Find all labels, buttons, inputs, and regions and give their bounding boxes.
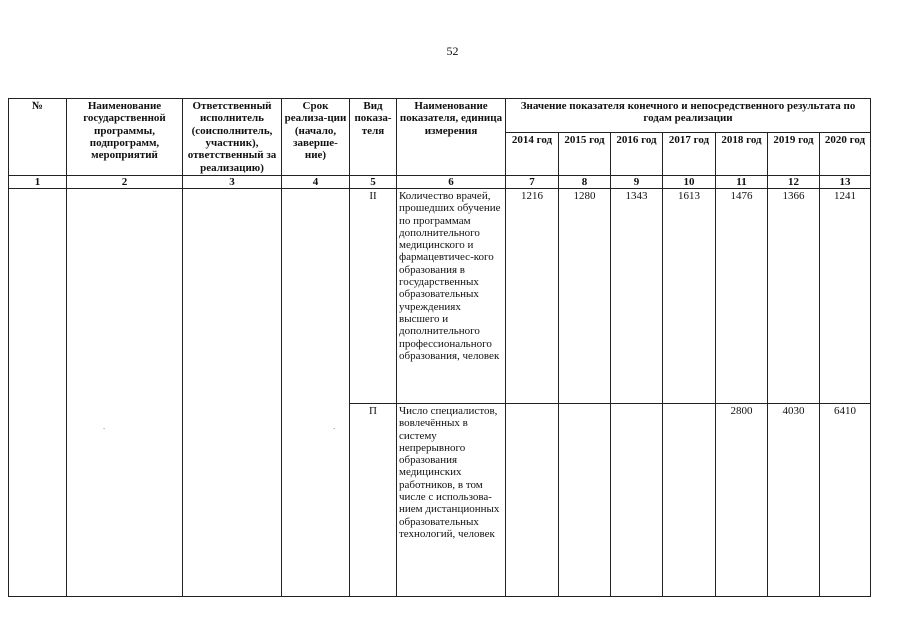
cell-indicator-kind: II bbox=[350, 188, 397, 403]
header-values: Значение показателя конечного и непосредственного результата по годам реализации bbox=[506, 99, 871, 133]
column-number: 6 bbox=[397, 175, 506, 188]
column-number: 11 bbox=[716, 175, 768, 188]
column-numbers-row bbox=[9, 175, 871, 188]
header-program-name: Наименование государственной программы, подпрограмм, мероприятий bbox=[67, 99, 183, 176]
cell-value-2019: 1366 bbox=[768, 188, 820, 403]
cell-value-2019: 4030 bbox=[768, 403, 820, 596]
column-number: 12 bbox=[768, 175, 820, 188]
cell-value-2020: 1241 bbox=[820, 188, 871, 403]
cell-number bbox=[9, 188, 67, 596]
header-year-2019: 2019 год bbox=[768, 133, 820, 176]
column-number: 5 bbox=[350, 175, 397, 188]
header-term: Срок реализа-ции (начало, заверше-ние) bbox=[282, 99, 350, 176]
column-number: 2 bbox=[67, 175, 183, 188]
table-row bbox=[9, 188, 871, 403]
header-year-2018: 2018 год bbox=[716, 133, 768, 176]
header-executor: Ответственный исполнитель (соисполнитель, участник), ответственный за реализацию) bbox=[183, 99, 282, 176]
header-number: № bbox=[9, 99, 67, 176]
column-number: 1 bbox=[9, 175, 67, 188]
cell-value-2017 bbox=[663, 403, 716, 596]
cell-value-2016 bbox=[611, 403, 663, 596]
cell-value-2020: 6410 bbox=[820, 403, 871, 596]
cell-value-2014 bbox=[506, 403, 559, 596]
header-indicator-kind: Вид показа-теля bbox=[350, 99, 397, 176]
header-year-2014: 2014 год bbox=[506, 133, 559, 176]
cell-indicator-name: Число специалистов, вовлечённых в систему непрерывного образования медицинских работников, в том числе с использова-нием дистанционных образовательных технологий, человек bbox=[397, 403, 506, 596]
header-indicator-name: Наименование показателя, единица измерения bbox=[397, 99, 506, 176]
scan-mark: - bbox=[103, 424, 106, 432]
column-number: 3 bbox=[183, 175, 282, 188]
column-number: 9 bbox=[611, 175, 663, 188]
header-year-2017: 2017 год bbox=[663, 133, 716, 176]
page-number: 52 bbox=[446, 44, 459, 58]
cell-value-2018: 2800 bbox=[716, 403, 768, 596]
indicators-table bbox=[8, 98, 871, 597]
column-number: 10 bbox=[663, 175, 716, 188]
column-number: 8 bbox=[559, 175, 611, 188]
header-year-2020: 2020 год bbox=[820, 133, 871, 176]
column-number: 7 bbox=[506, 175, 559, 188]
cell-indicator-kind: П bbox=[350, 403, 397, 596]
header-year-2015: 2015 год bbox=[559, 133, 611, 176]
cell-value-2015: 1280 bbox=[559, 188, 611, 403]
cell-program-name bbox=[67, 188, 183, 596]
scan-mark: - bbox=[333, 424, 336, 432]
cell-term bbox=[282, 188, 350, 596]
cell-indicator-name: Количество врачей, прошедших обучение по программам дополнительного медицинского и фармацевтичес-кого образования в государственных образовательных учреждениях высшего и дополнительного профессионального образования, человек bbox=[397, 188, 506, 403]
column-number: 13 bbox=[820, 175, 871, 188]
column-number: 4 bbox=[282, 175, 350, 188]
cell-value-2017: 1613 bbox=[663, 188, 716, 403]
header-row bbox=[9, 99, 871, 133]
cell-value-2016: 1343 bbox=[611, 188, 663, 403]
cell-value-2015 bbox=[559, 403, 611, 596]
cell-value-2018: 1476 bbox=[716, 188, 768, 403]
cell-executor bbox=[183, 188, 282, 596]
header-year-2016: 2016 год bbox=[611, 133, 663, 176]
cell-value-2014: 1216 bbox=[506, 188, 559, 403]
